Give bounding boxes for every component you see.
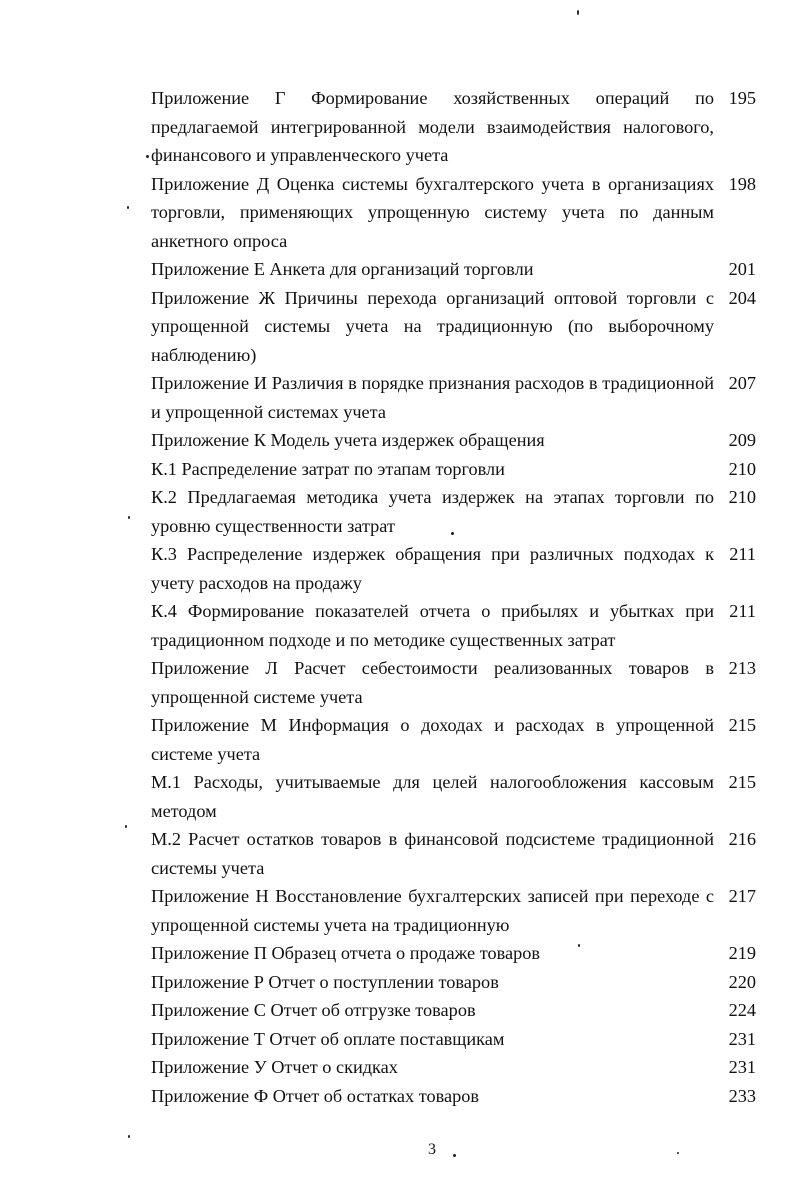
toc-entry-title: Приложение Е Анкета для организаций торговли [151,259,534,279]
toc-entry-page: 220 [728,971,756,992]
scan-speck [578,944,580,947]
toc-entry-page: 231 [728,1057,756,1077]
scan-speck [128,516,130,519]
toc-entry [151,939,756,968]
toc-entry-page: 211 [729,601,756,621]
toc-entry [151,1025,756,1054]
toc-entry-title: Приложение Д Оценка системы бухгалтерского учета в организациях торговли, применяющих упрощенную систему учета по данным анкетного опроса [151,173,714,251]
scan-speck [451,532,454,535]
toc-entry-title: Приложение Р Отчет о поступлении товаров [151,971,499,992]
toc-entry-page: 209 [728,430,756,450]
toc-entry [151,426,756,455]
toc-entry-title: Приложение Ж Причины перехода организаций оптовой торговли с упрощенной системы учета на традиционную (по выборочному наблюдению) [151,287,714,365]
toc-entry [151,768,756,825]
toc-entry [151,654,756,711]
scan-speck [146,155,149,158]
toc-entry-page: 233 [728,1085,756,1106]
toc-entry-title: Приложение У Отчет о скидках [151,1057,398,1077]
toc-entry-page: 216 [728,829,756,849]
toc-entry-page: 204 [728,287,756,308]
toc-entry-title: К.1 Распределение затрат по этапам торговли [151,458,505,479]
page-number: 3 [428,1141,436,1158]
toc-entry [151,255,756,284]
toc-entry [151,968,756,997]
toc-entry [151,882,756,939]
toc-entry-title: Приложение П Образец отчета о продаже товаров [151,943,541,963]
toc-entry-page: 195 [728,88,756,108]
toc-entry [151,1053,756,1082]
scan-speck [125,825,127,828]
scan-speck [453,1154,456,1157]
toc-entry-title: Приложение Н Восстановление бухгалтерских записей при переходе с упрощенной системы учета на традиционную [151,886,714,935]
toc-entry-title: Приложение Л Расчет себестоимости реализованных товаров в упрощенной системе учета [151,658,714,707]
toc-entry-title: К.4 Формирование показателей отчета о прибылях и убытках при традиционном подходе и по методике существенных затрат [151,601,714,650]
toc-entry-title: Приложение Г Формирование хозяйственных операций по предлагаемой интегрированной модели взаимодействия налогового, финансового и управленческого учета [151,88,714,165]
toc-entry [151,455,756,484]
toc-entry-title: М.2 Расчет остатков товаров в финансовой подсистеме традиционной системы учета [151,829,714,878]
toc-entry-page: 231 [728,1028,756,1049]
scan-speck [577,10,579,15]
toc-entry [151,540,756,597]
toc-entry-title: М.1 Расходы, учитываемые для целей налогообложения кассовым методом [151,772,714,821]
toc-entry-page: 201 [728,259,756,279]
toc-entry-title: Приложение Ф Отчет об остатках товаров [151,1085,480,1106]
toc-entry [151,170,756,256]
toc-entry-page: 224 [728,1000,756,1020]
toc-entry-title: Приложение К Модель учета издержек обращения [151,430,545,450]
toc-entry-page: 210 [728,458,756,479]
toc-entry-title: Приложение Т Отчет об оплате поставщикам [151,1028,505,1049]
toc-entry [151,1082,756,1111]
toc-entry-page: 210 [728,487,756,507]
toc-entry [151,711,756,768]
toc-entry-page: 213 [728,658,756,678]
toc-entry-page: 211 [729,544,756,564]
toc-entry-title: Приложение С Отчет об отгрузке товаров [151,1000,476,1020]
toc-entry [151,597,756,654]
toc-entry-title: Приложение И Различия в порядке признания расходов в традиционной и упрощенной системах учета [151,373,714,422]
toc-entry-title: Приложение М Информация о доходах и расходах в упрощенной системе учета [151,715,714,764]
scan-speck [128,1135,130,1138]
toc-entry-page: 217 [728,886,756,906]
toc-entry [151,84,756,170]
table-of-contents [151,84,756,1110]
toc-entry-title: К.3 Распределение издержек обращения при различных подходах к учету расходов на продажу [151,544,714,593]
toc-entry-page: 215 [728,715,756,735]
toc-entry-page: 219 [728,943,756,963]
toc-entry [151,825,756,882]
scan-speck [127,206,129,209]
toc-entry [151,996,756,1025]
scan-speck [677,1152,679,1154]
toc-entry [151,369,756,426]
toc-entry-page: 207 [728,373,756,393]
toc-entry-page: 198 [728,173,756,194]
toc-entry [151,284,756,370]
toc-entry-title: К.2 Предлагаемая методика учета издержек на этапах торговли по уровню существенности затрат [151,487,714,536]
toc-entry-page: 215 [728,772,756,792]
